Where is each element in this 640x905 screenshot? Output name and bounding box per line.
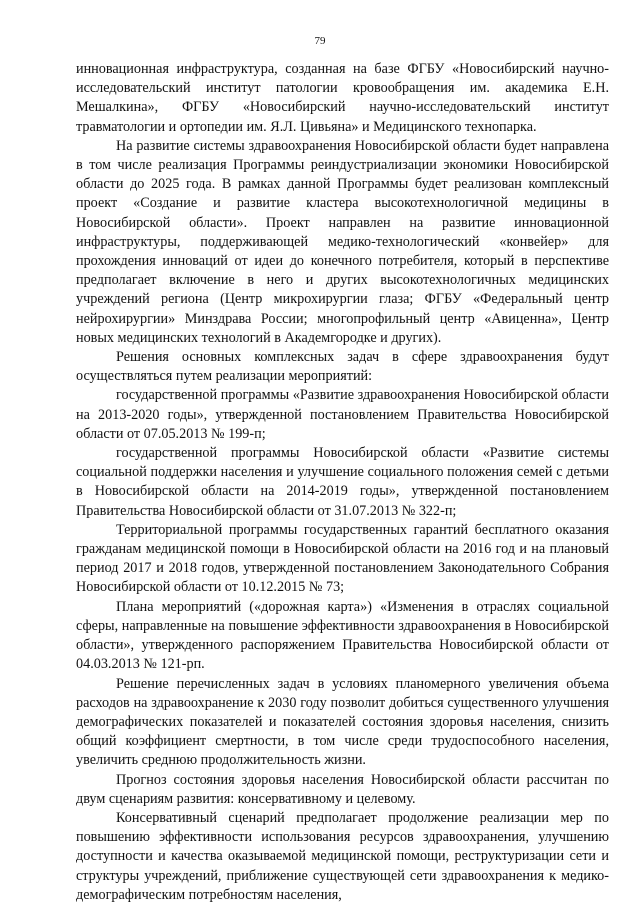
paragraph-conservative-scenario: Консервативный сценарий предполагает продолжение реализации мер по повышению эффективности использования ресурсов здравоохранения, улучшению доступности и качества оказываемой медицинской помощи, реструктуризации сети и структуры учреждений, приближение существующей сети здравоохранения к медико-демографическим потребностям населения, [76, 809, 609, 903]
list-item-territorial-program: Территориальной программы государственных гарантий бесплатного оказания гражданам медицинской помощи в Новосибирской области на 2016 год и на плановый период 2017 и 2018 годов, утвержденной постановлением Законодательного Собрания Новосибирской области от 10.12.2015 № 73; [76, 521, 609, 596]
list-item-roadmap: Плана мероприятий («дорожная карта») «Изменения в отраслях социальной сферы, направленные на повышение эффективности здравоохранения в Новосибирской области», утвержденного распоряжением Правительства Новосибирской области от 04.03.2013 № 121-рп. [76, 598, 609, 673]
page-number: 79 [314, 35, 326, 47]
paragraph-tasks-intro: Решения основных комплексных задач в сфере здравоохранения будут осуществляться путем реализации мероприятий: [76, 349, 609, 385]
paragraph-reindustrialization: На развитие системы здравоохранения Новосибирской области будет направлена в том числе реализация Программы реиндустриализации экономики Новосибирской области до 2025 года. В рамках данной Программы будет реализован комплексный проект «Создание и развитие кластера высокотехнологичной медицины в Новосибирской области». Проект направлен на развитие инновационной инфраструктуры, поддерживающей медико-технологический «конвейер» для прохождения инноваций от идеи до конечного потребителя, который в перспективе предполагает включение в него и других высокотехнологичных медицинских учреждений региона (Центр микрохирургии глаза; ФГБУ «Федеральный центр нейрохирургии» Минздрава России; многопрофильный центр «Авиценна», Центр новых медицинских технологий в Академгородке и других). [76, 137, 609, 346]
body-text [76, 60, 609, 905]
paragraph-forecast: Прогноз состояния здоровья населения Новосибирской области рассчитан по двум сценариям развития: консервативному и целевому. [76, 771, 609, 807]
list-item-social-program: государственной программы Новосибирской области «Развитие системы социальной поддержки населения и улучшение социального положения семей с детьми в Новосибирской области на 2014-2019 годы», утвержденной постановлением Правительства Новосибирской области от 31.07.2013 № 322-п; [76, 445, 609, 519]
list-item-health-program: государственной программы «Развитие здравоохранения Новосибирской области на 2013-2020 годы», утвержденной постановлением Правительства Новосибирской области от 07.05.2013 № 199-п; [76, 387, 609, 442]
paragraph-continuation: инновационная инфраструктура, созданная на базе ФГБУ «Новосибирский научно-исследовательский институт патологии кровообращения им. академика Е.Н. Мешалкина», ФГБУ «Новосибирский научно-исследовательский институт травматологии и ортопедии им. Я.Л. Цивьяна» и Медицинского технопарка. [76, 61, 609, 135]
paragraph-expenditure: Решение перечисленных задач в условиях планомерного увеличения объема расходов на здравоохранение к 2030 году позволит добиться существенного улучшения демографических показателей и показателей состояния здоровья населения, снизить общий коэффициент смертности, в том числе среди трудоспособного населения, увеличить среднюю продолжительность жизни. [76, 675, 609, 769]
